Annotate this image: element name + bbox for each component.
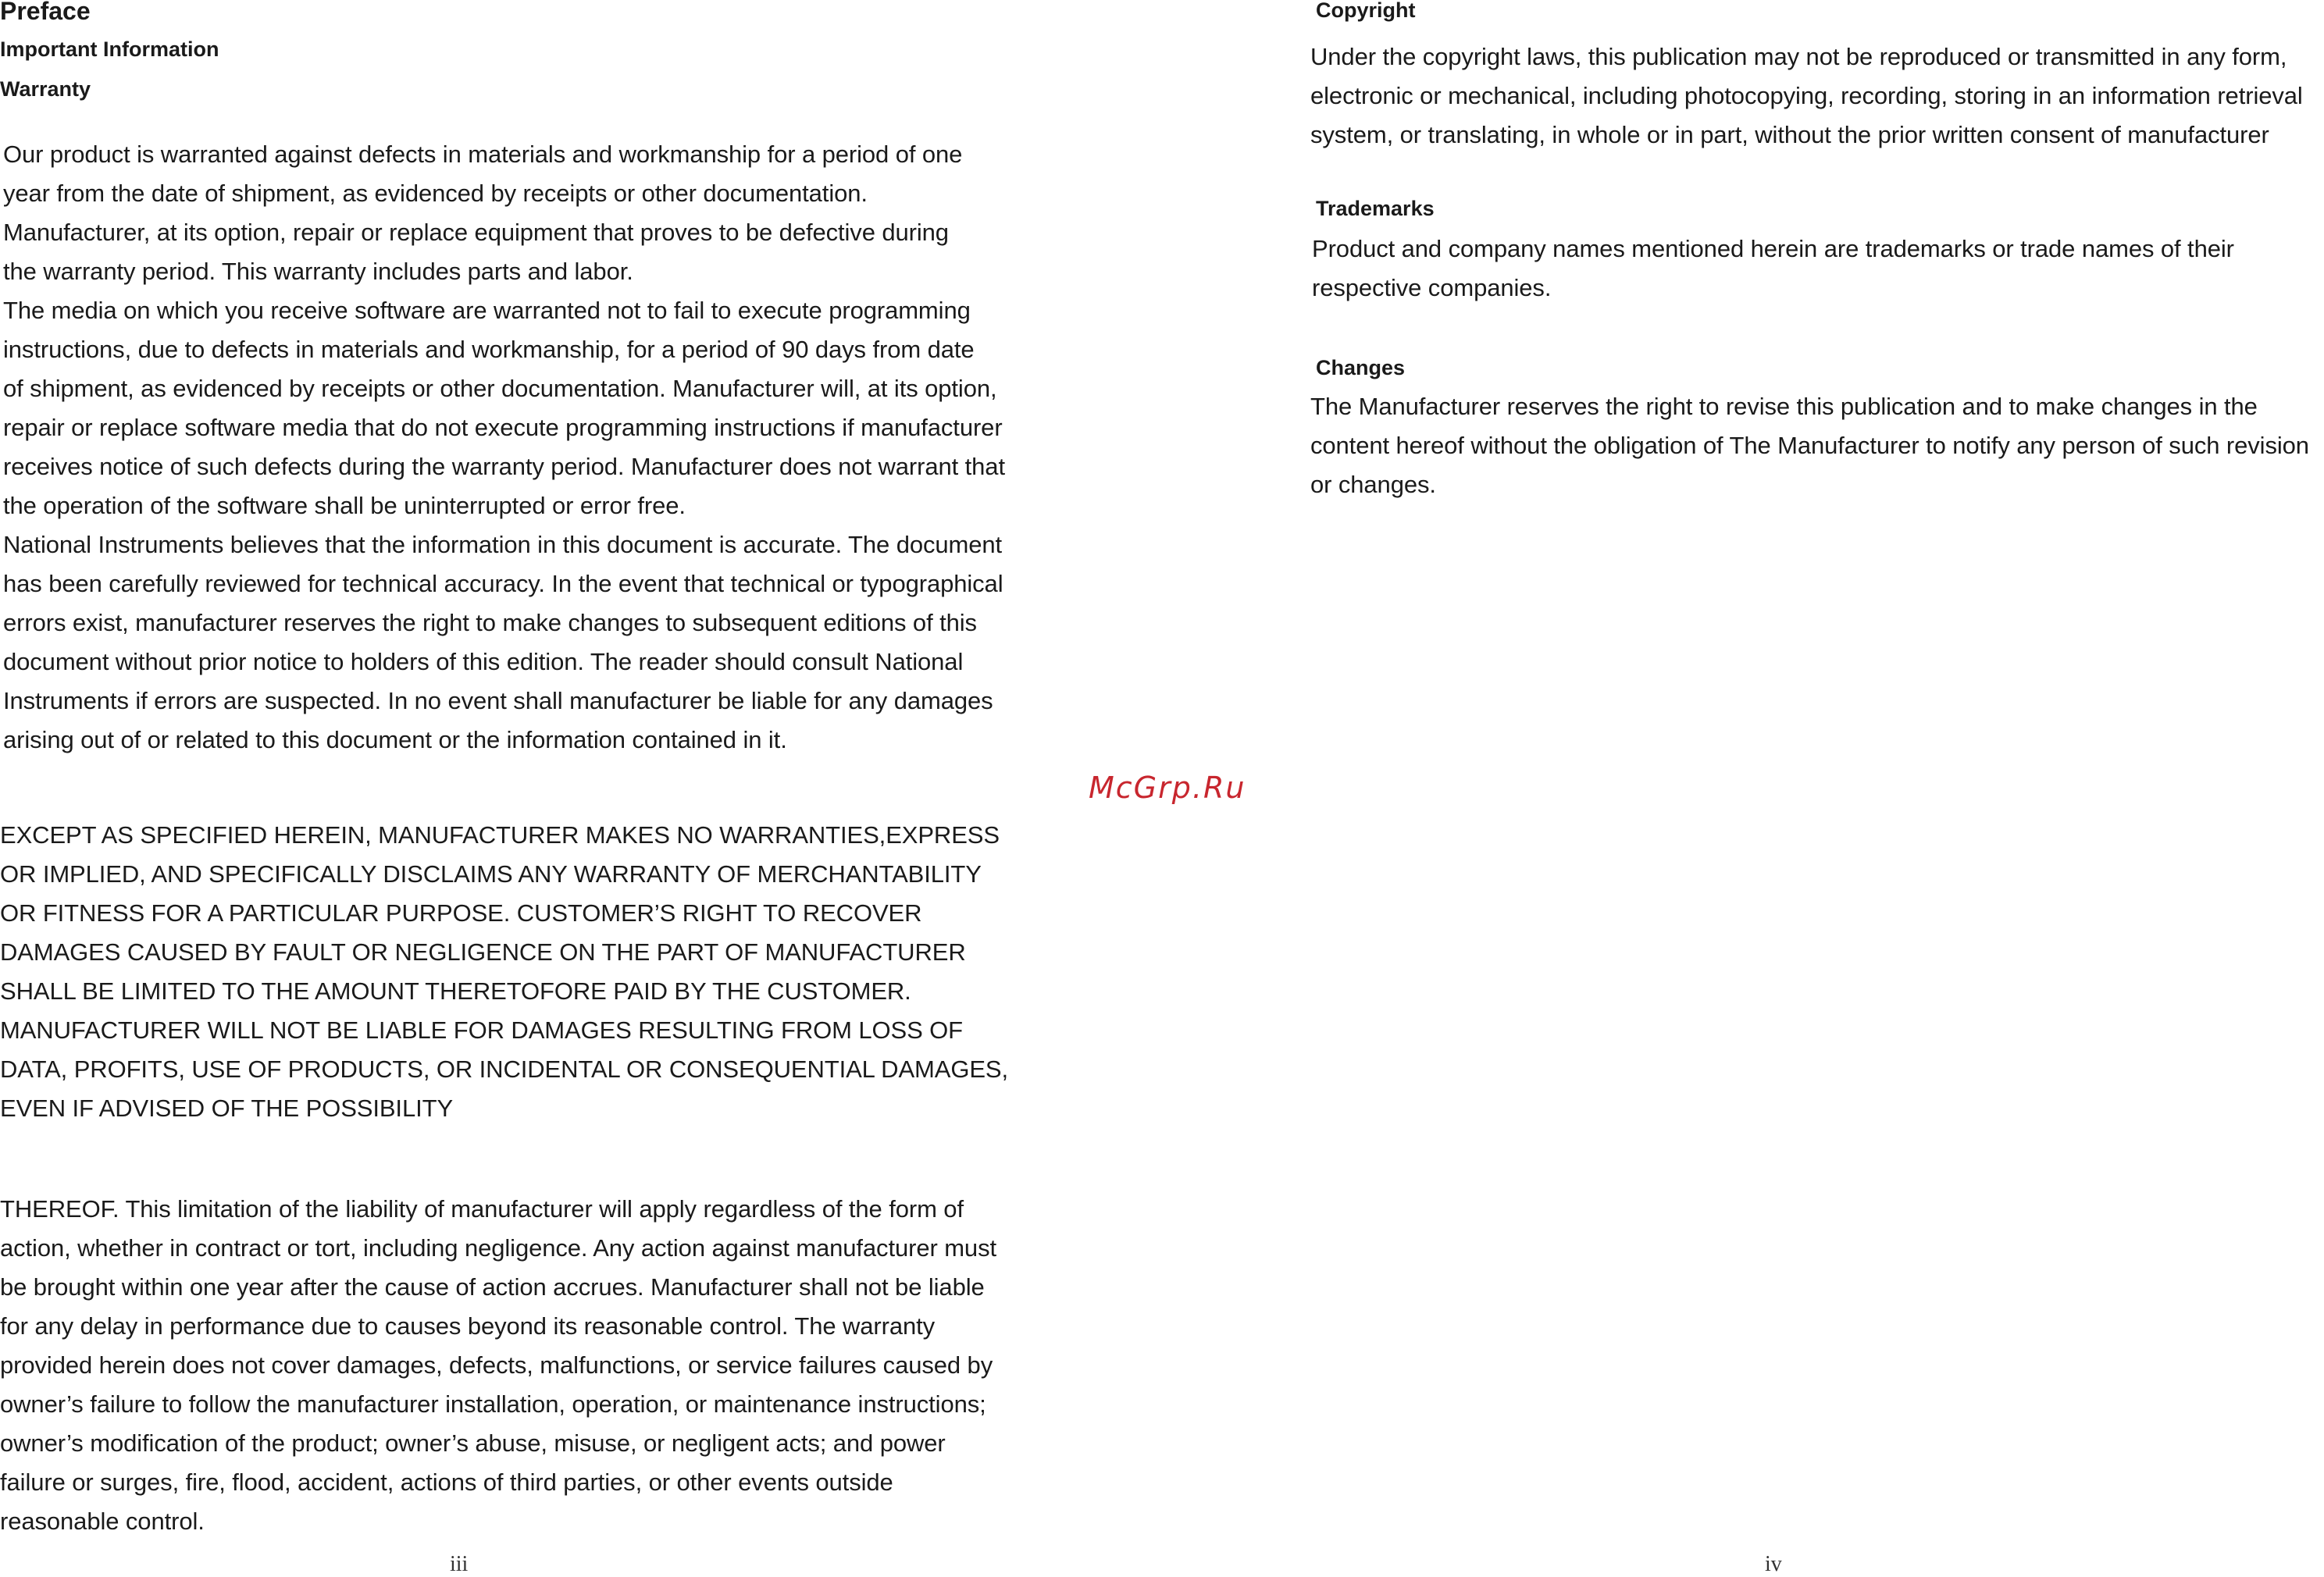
warranty-line: of shipment, as evidenced by receipts or other documentation. Manufacturer will, at its option, (3, 375, 997, 402)
limitation-line: be brought within one year after the cause of action accrues. Manufacturer shall not be liable (0, 1273, 985, 1301)
disclaimer-line: EXCEPT AS SPECIFIED HEREIN, MANUFACTURER MAKES NO WARRANTIES,EXPRESS (0, 821, 1000, 849)
disclaimer-line: OR FITNESS FOR A PARTICULAR PURPOSE. CUSTOMER’S RIGHT TO RECOVER (0, 899, 922, 927)
page-number-right: iv (1765, 1552, 1782, 1576)
warranty-line: Manufacturer, at its option, repair or replace equipment that proves to be defective during (3, 219, 949, 246)
warranty-line: repair or replace software media that do not execute programming instructions if manufacturer (3, 414, 1003, 441)
warranty-line: receives notice of such defects during the warranty period. Manufacturer does not warrant that (3, 453, 1005, 480)
warranty-line: errors exist, manufacturer reserves the right to make changes to subsequent editions of this (3, 609, 977, 636)
limitation-line: THEREOF. This limitation of the liability of manufacturer will apply regardless of the form of (0, 1195, 964, 1223)
disclaimer-line: SHALL BE LIMITED TO THE AMOUNT THERETOFORE PAID BY THE CUSTOMER. (0, 977, 911, 1005)
trademarks-line: respective companies. (1312, 274, 1552, 301)
warranty-line: has been carefully reviewed for technical accuracy. In the event that technical or typographical (3, 570, 1003, 597)
page-title: Preface (0, 0, 91, 25)
warranty-line: the warranty period. This warranty includes parts and labor. (3, 258, 633, 285)
warranty-line: arising out of or related to this document or the information contained in it. (3, 726, 787, 753)
copyright-heading: Copyright (1316, 0, 1416, 22)
disclaimer-line: EVEN IF ADVISED OF THE POSSIBILITY (0, 1095, 454, 1122)
limitation-line: for any delay in performance due to causes beyond its reasonable control. The warranty (0, 1312, 936, 1340)
copyright-line: electronic or mechanical, including photocopying, recording, storing in an information retrieval (1310, 82, 2303, 109)
warranty-line: The media on which you receive software are warranted not to fail to execute programming (3, 297, 971, 324)
warranty-line: document without prior notice to holders of this edition. The reader should consult National (3, 648, 964, 675)
warranty-line: Our product is warranted against defects in materials and workmanship for a period of one (3, 141, 963, 168)
changes-heading: Changes (1316, 356, 1406, 379)
limitation-line: provided herein does not cover damages, defects, malfunctions, or service failures caused by (0, 1351, 993, 1379)
limitation-line: action, whether in contract or tort, including negligence. Any action against manufacturer must (0, 1234, 996, 1262)
warranty-heading: Warranty (0, 77, 91, 101)
important-information-heading: Important Information (0, 37, 219, 61)
copyright-line: Under the copyright laws, this publication may not be reproduced or transmitted in any form, (1310, 43, 2287, 70)
disclaimer-line: DATA, PROFITS, USE OF PRODUCTS, OR INCIDENTAL OR CONSEQUENTIAL DAMAGES, (0, 1055, 1009, 1083)
changes-line: The Manufacturer reserves the right to revise this publication and to make changes in the (1310, 393, 2258, 420)
trademarks-line: Product and company names mentioned herein are trademarks or trade names of their (1312, 235, 2234, 262)
warranty-line: Instruments if errors are suspected. In no event shall manufacturer be liable for any damages (3, 687, 993, 714)
changes-line: or changes. (1310, 471, 1436, 498)
warranty-line: instructions, due to defects in materials and workmanship, for a period of 90 days from date (3, 336, 975, 363)
watermark: McGrp.Ru (1089, 771, 1246, 805)
page-number-left: iii (450, 1552, 469, 1576)
disclaimer-line: MANUFACTURER WILL NOT BE LIABLE FOR DAMAGES RESULTING FROM LOSS OF (0, 1016, 964, 1044)
limitation-line: owner’s modification of the product; owner’s abuse, misuse, or negligent acts; and power (0, 1429, 946, 1457)
limitation-line: failure or surges, fire, flood, accident, actions of third parties, or other events outside (0, 1468, 893, 1496)
disclaimer-line: OR IMPLIED, AND SPECIFICALLY DISCLAIMS ANY WARRANTY OF MERCHANTABILITY (0, 860, 982, 888)
limitation-line: reasonable control. (0, 1508, 205, 1535)
warranty-line: National Instruments believes that the information in this document is accurate. The document (3, 531, 1003, 558)
warranty-line: the operation of the software shall be uninterrupted or error free. (3, 492, 686, 519)
warranty-line: year from the date of shipment, as evidenced by receipts or other documentation. (3, 180, 868, 207)
changes-line: content hereof without the obligation of The Manufacturer to notify any person of such revision (1310, 432, 2309, 459)
disclaimer-line: DAMAGES CAUSED BY FAULT OR NEGLIGENCE ON THE PART OF MANUFACTURER (0, 938, 966, 966)
limitation-line: owner’s failure to follow the manufacturer installation, operation, or maintenance instructions; (0, 1390, 986, 1418)
copyright-line: system, or translating, in whole or in part, without the prior written consent of manufacturer (1310, 121, 2269, 148)
trademarks-heading: Trademarks (1316, 197, 1435, 220)
